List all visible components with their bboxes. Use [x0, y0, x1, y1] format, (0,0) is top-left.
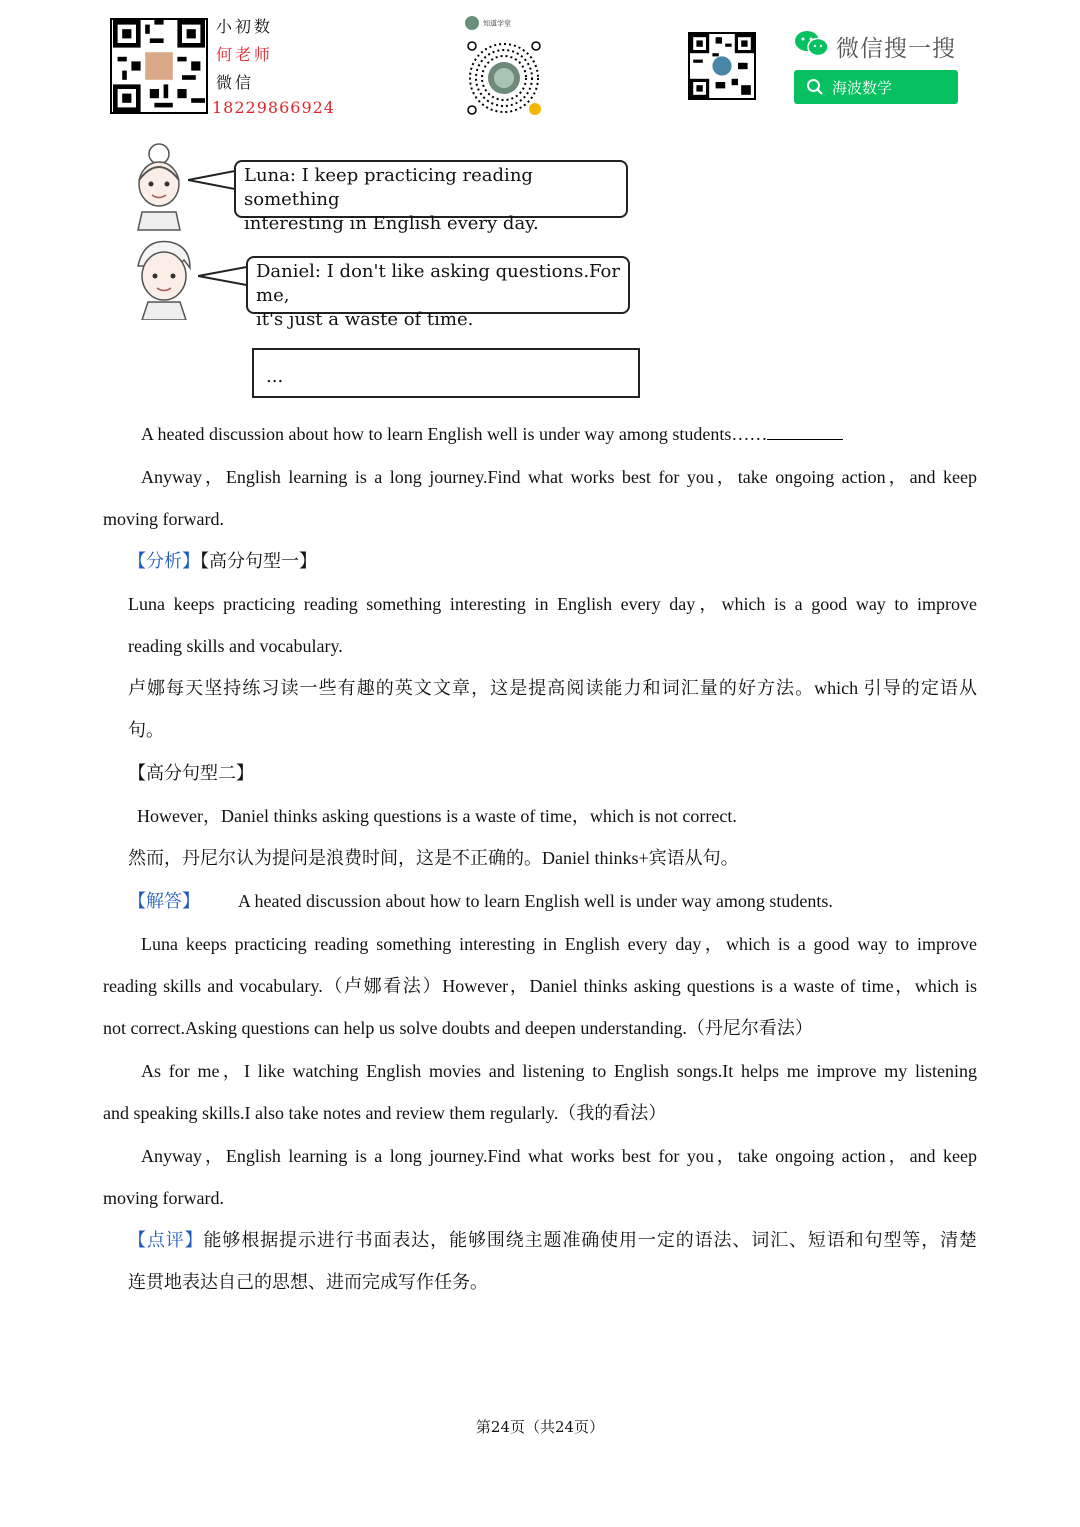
answer-line-1: A heated discussion about how to learn English well is under way among students.: [238, 891, 833, 911]
comment-line-2: 连贯地表达自己的思想、进而完成写作任务。: [128, 1272, 488, 1292]
luna-bubble-line-2: interesting in English every day.: [244, 213, 539, 234]
answer-heading: [128, 889, 833, 913]
answer-line-6: and speaking skills.I also take notes and review them regularly.（我的看法）: [103, 1103, 667, 1123]
writing-prompt: [141, 422, 843, 446]
high-score-1-cn-line-2: 句。: [128, 720, 164, 740]
luna-speech-bubble: [234, 160, 628, 234]
answer-line-5: As for me，I like watching English movies and listening to English songs.It helps me improve my listening: [141, 1061, 977, 1081]
qr-code-contact: [110, 18, 208, 114]
wechat-logo-icon: [794, 30, 830, 58]
qr-code-wechat: [688, 32, 756, 100]
comment-text-1: 能够根据提示进行书面表达，能够围绕主题准确使用一定的语法、词汇、短语和句型等，清楚: [203, 1230, 977, 1250]
contact-line-3: 微信: [216, 73, 255, 92]
answer-label: 【解答】: [128, 891, 200, 911]
contact-line-2: 何老师: [216, 45, 274, 64]
daniel-bubble-line-2: it's just a waste of time.: [256, 309, 474, 330]
high-score-pattern-2-label: 【高分句型二】: [128, 763, 254, 783]
analysis-label: 【分析】: [128, 551, 200, 571]
answer-blank: [767, 425, 843, 440]
high-score-1-cn-line-1: 卢娜每天坚持练习读一些有趣的英文文章，这是提高阅读能力和词汇量的好方法。which 引导的定语从: [128, 678, 977, 698]
anyway-paragraph-line-2: moving forward.: [103, 509, 224, 529]
answer-line-7: Anyway，English learning is a long journey.Find what works best for you，take ongoing action，and keep: [141, 1146, 977, 1166]
answer-line-3: reading skills and vocabulary.（卢娜看法）However，Daniel thinks asking questions is a waste of time，which is: [103, 976, 977, 996]
luna-bubble-line-1: Luna: I keep practicing reading something: [244, 165, 533, 210]
daniel-speech-bubble: [246, 256, 630, 330]
qr-pattern-2-icon: [690, 34, 754, 98]
contact-line-1: 小初数: [216, 17, 274, 36]
daniel-bubble-line-1: Daniel: I don't like asking questions.For me,: [256, 261, 620, 306]
empty-opinion-box: [252, 348, 640, 398]
writing-prompt-text: A heated discussion about how to learn English well is under way among students……: [141, 424, 768, 444]
high-score-1-en-line-1: Luna keeps practicing reading something interesting in English every day，which is a good way to improve: [128, 594, 977, 614]
mini-program-avatar-icon: [465, 16, 479, 30]
high-score-2-en: However，Daniel thinks asking questions is a waste of time，which is not correct.: [137, 806, 737, 826]
high-score-1-en-line-2: reading skills and vocabulary.: [128, 636, 343, 656]
daniel-bubble-tail-icon: [198, 262, 252, 292]
answer-line-8: moving forward.: [103, 1188, 224, 1208]
luna-bubble-tail-icon: [188, 166, 240, 196]
comment-line-1: [128, 1228, 977, 1252]
daniel-avatar-icon: [130, 236, 196, 320]
luna-avatar-icon: [130, 140, 188, 232]
wechat-search-button-label: 海波数学: [832, 78, 893, 97]
qr-pattern-icon: [112, 20, 206, 112]
analysis-heading: [128, 549, 317, 573]
page-number: 第24页（共24页）: [475, 1418, 605, 1436]
mini-program-label: 知道学堂: [483, 19, 511, 28]
comment-label: 【点评】: [128, 1230, 204, 1250]
mini-program-code-icon: [466, 40, 542, 116]
anyway-paragraph-line-1: Anyway，English learning is a long journey.Find what works best for you，take ongoing action，and keep: [141, 467, 977, 487]
wechat-search-title: 微信搜一搜: [836, 36, 956, 62]
empty-opinion-ellipsis: ...: [266, 366, 284, 387]
wechat-search-button[interactable]: [794, 70, 958, 104]
mini-program-header: [465, 14, 535, 30]
search-icon: [806, 78, 824, 96]
high-score-pattern-1-label: 【高分句型一】: [200, 551, 317, 571]
answer-line-2: Luna keeps practicing reading something interesting in English every day，which is a good way to improve: [141, 934, 977, 954]
answer-line-4: not correct.Asking questions can help us solve doubts and deepen understanding.（丹尼尔看法）: [103, 1018, 813, 1038]
high-score-2-cn: 然而，丹尼尔认为提问是浪费时间，这是不正确的。Daniel thinks+宾语从句。: [128, 848, 739, 868]
contact-phone: 18229866924: [212, 98, 335, 117]
